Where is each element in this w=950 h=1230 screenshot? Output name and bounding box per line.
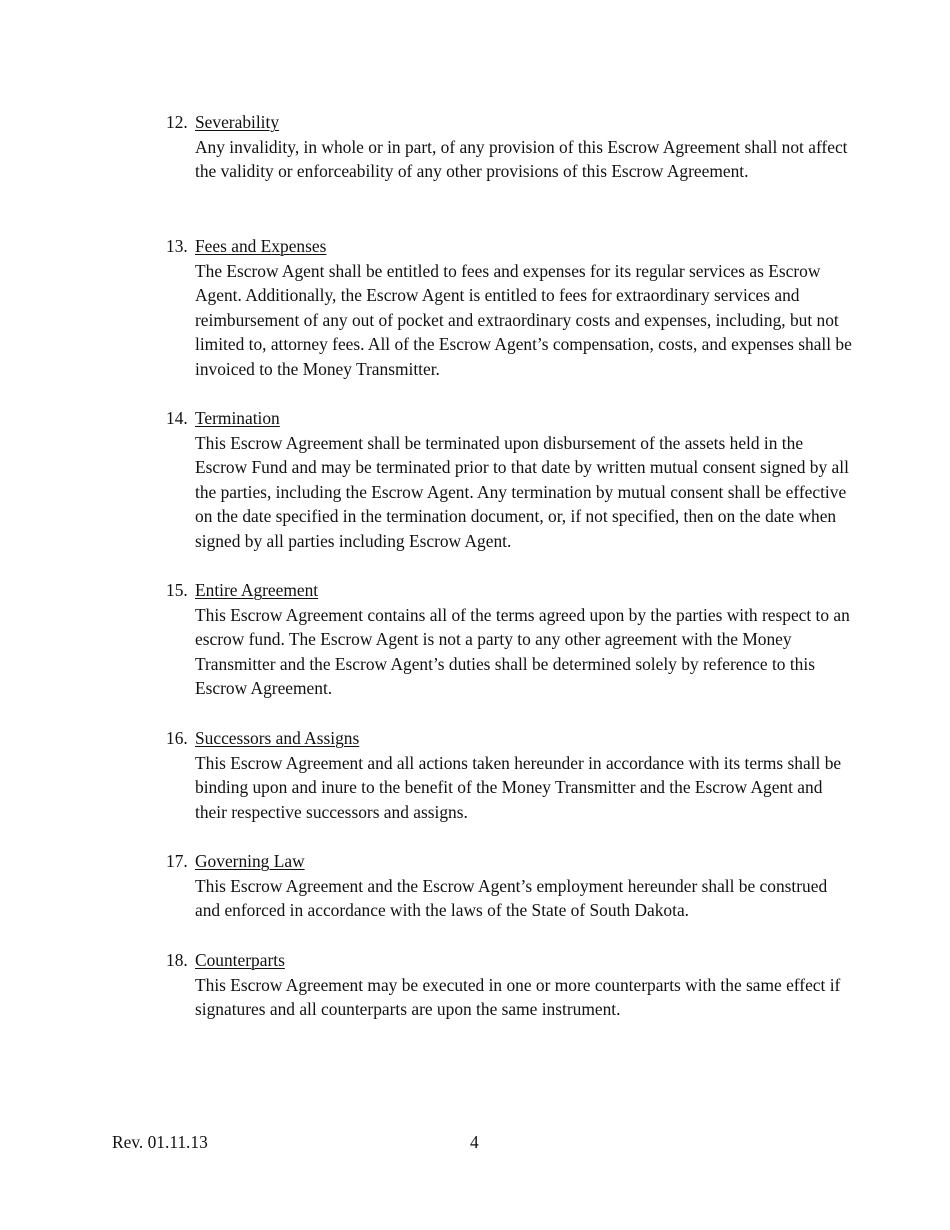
section-body: Any invalidity, in whole or in part, of any provision of this Escrow Agreement shall not affect the validity or enforceability of any other provisions of this Escrow Agreement.	[195, 136, 848, 182]
section-entire-agreement	[166, 578, 856, 701]
section-body: This Escrow Agreement and the Escrow Agent’s employment hereunder shall be construed and enforced in accordance with the laws of the State of South Dakota.	[195, 875, 828, 921]
section-heading	[166, 406, 856, 431]
footer-revision: Rev. 01.11.13	[112, 1132, 208, 1152]
footer-page-number: 4	[470, 1132, 479, 1152]
section-number: 15.	[166, 580, 188, 600]
section-body: This Escrow Agreement shall be terminated upon disbursement of the assets held in the Escrow Fund and may be terminated prior to that date by written mutual consent signed by all the parties, including the Escrow Agent. Any termination by mutual consent shall be effective on the date specified in the termination document, or, if not specified, then on the date when signed by all parties including Escrow Agent.	[195, 432, 849, 551]
section-number: 16.	[166, 728, 188, 748]
section-number: 18.	[166, 950, 188, 970]
section-heading	[166, 234, 856, 259]
section-title: Counterparts	[195, 950, 285, 970]
section-title: Entire Agreement	[195, 580, 319, 600]
section-title: Governing Law	[195, 851, 305, 871]
section-heading	[166, 110, 856, 135]
section-title: Severability	[195, 112, 280, 132]
section-heading	[166, 578, 856, 603]
section-body: This Escrow Agreement may be executed in one or more counterparts with the same effect if signatures and all counterparts are upon the same instrument.	[195, 974, 841, 1020]
section-title: Successors and Assigns	[195, 728, 360, 748]
section-body: This Escrow Agreement contains all of the terms agreed upon by the parties with respect to an escrow fund. The Escrow Agent is not a party to any other agreement with the Money Transmitter and the Escrow Agent’s duties shall be determined solely by reference to this Escrow Agreement.	[195, 604, 850, 699]
section-termination	[166, 406, 856, 554]
section-body: The Escrow Agent shall be entitled to fees and expenses for its regular services as Escrow Agent. Additionally, the Escrow Agent is entitled to fees for extraordinary services and reimbursement of any out of pocket and extraordinary costs and expenses, including, but not limited to, attorney fees. All of the Escrow Agent’s compensation, costs, and expenses shall be invoiced to the Money Transmitter.	[195, 260, 852, 379]
section-counterparts	[166, 948, 856, 1022]
section-successors-and-assigns	[166, 726, 856, 824]
section-heading	[166, 948, 856, 973]
section-body: This Escrow Agreement and all actions taken hereunder in accordance with its terms shall be binding upon and inure to the benefit of the Money Transmitter and the Escrow Agent and their respective successors and assigns.	[195, 752, 842, 822]
section-title: Termination	[195, 408, 280, 428]
section-governing-law	[166, 849, 856, 923]
section-number: 14.	[166, 408, 188, 428]
section-number: 13.	[166, 236, 188, 256]
section-title: Fees and Expenses	[195, 236, 327, 256]
section-number: 12.	[166, 112, 188, 132]
section-fees-and-expenses	[166, 234, 856, 382]
section-heading	[166, 849, 856, 874]
section-heading	[166, 726, 856, 751]
section-number: 17.	[166, 851, 188, 871]
section-severability	[166, 110, 856, 184]
